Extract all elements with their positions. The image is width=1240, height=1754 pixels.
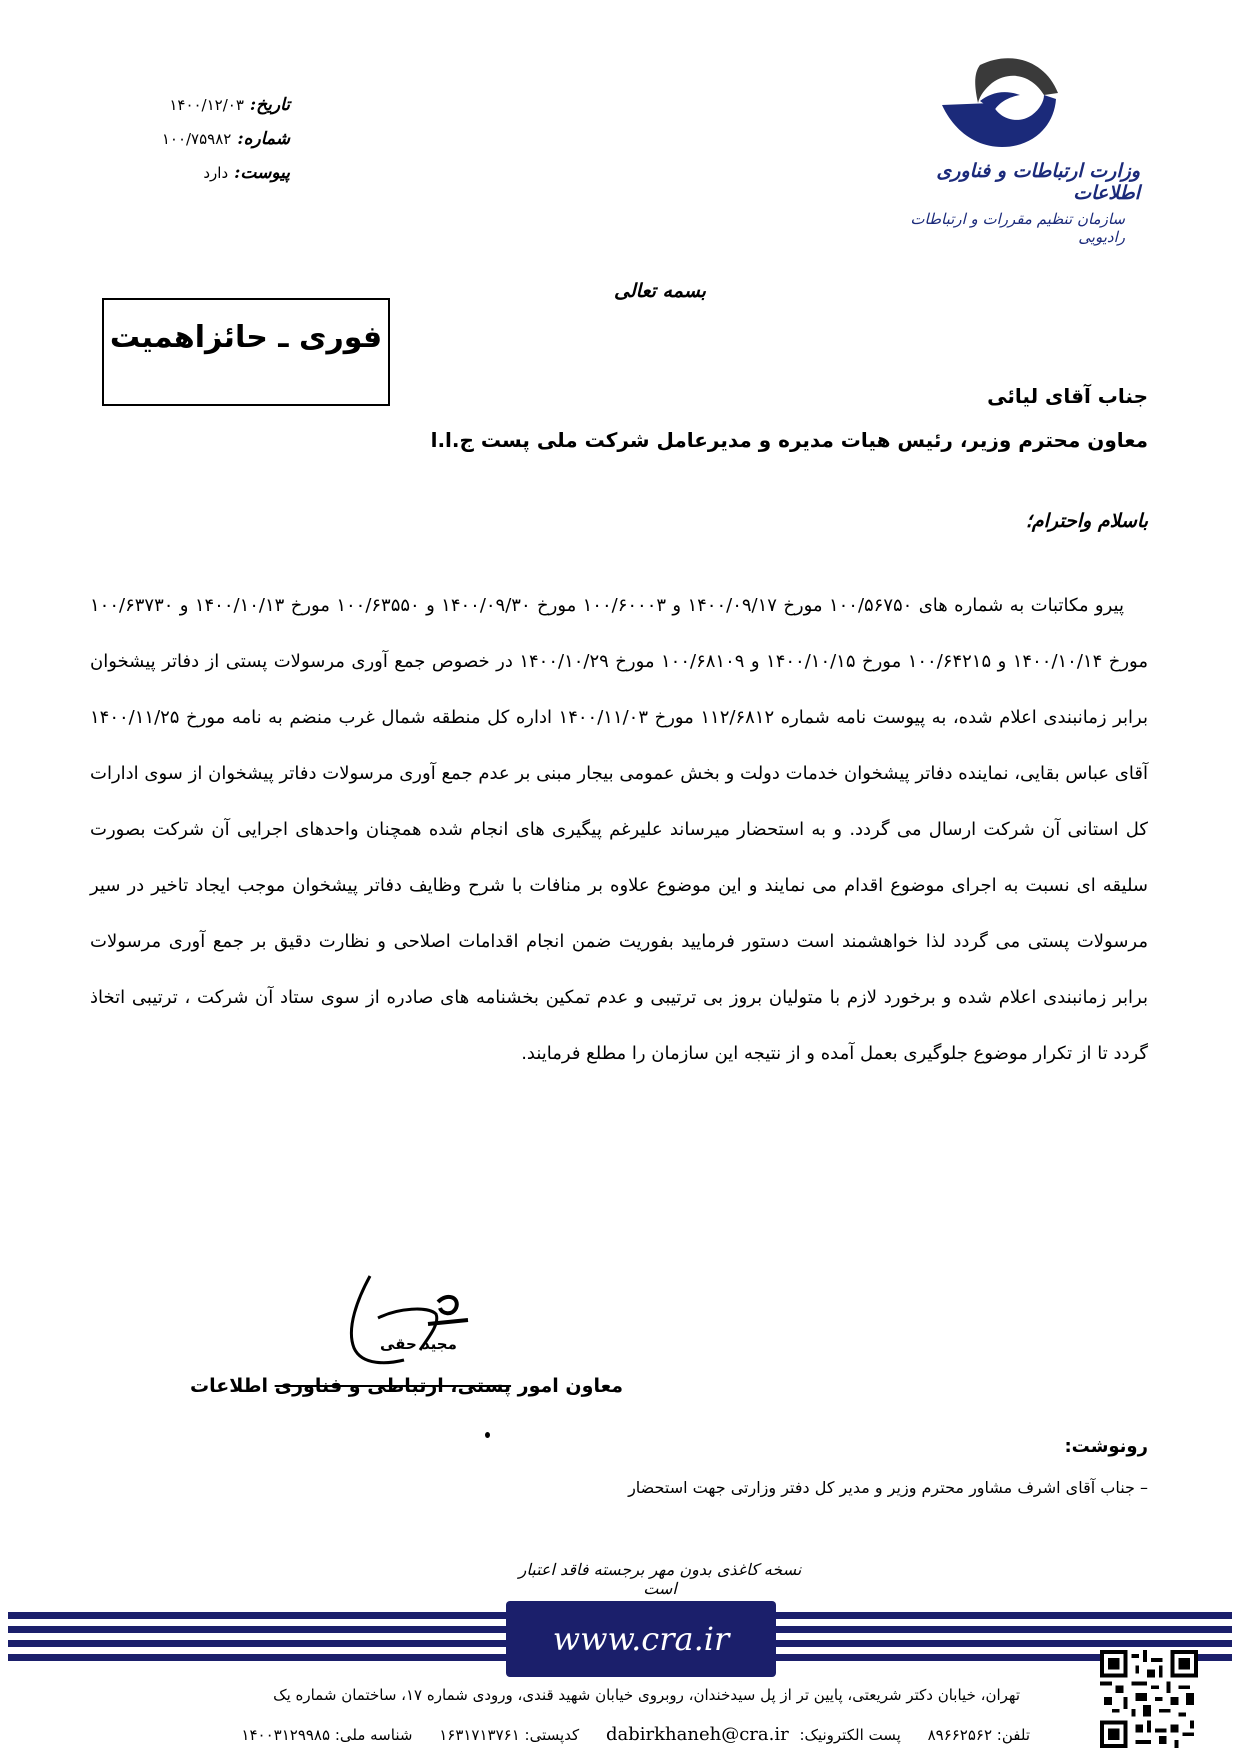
number-value: ۱۰۰/۷۵۹۸۲: [161, 129, 232, 148]
signer-title-struck: پستی، ارتباطی و فناوری: [274, 1375, 512, 1397]
letter-meta: [120, 88, 290, 190]
footer-postal-code: کدپستی: ۱۶۳۱۷۱۳۷۶۱: [439, 1726, 580, 1744]
signer-name: مجید حقی: [380, 1335, 457, 1353]
footer-address: تهران، خیابان دکتر شریعتی، پایین تر از پل سیدخندان، روبروی خیابان شهید قندی، ورودی شماره ۱۷، ساختمان شماره یک: [273, 1686, 1020, 1704]
letter-body: [90, 578, 1148, 1082]
signer-title-suffix: اطلاعات: [190, 1375, 275, 1397]
cc-label: رونوشت:: [1064, 1436, 1148, 1457]
footer-phone: تلفن: ۸۹۶۶۲۵۶۲: [927, 1726, 1030, 1744]
recipient-name: جناب آقای لیائی: [987, 384, 1148, 408]
validity-note: نسخه کاغذی بدون مهر برجسته فاقد اعتبار است: [518, 1560, 802, 1598]
footer-email-label: پست الکترونیک:: [799, 1726, 901, 1744]
dot-mark: [485, 1432, 490, 1438]
recipient-title: معاون محترم وزیر، رئیس هیات مدیره و مدیرعامل شرکت ملی پست ج.ا.ا: [430, 428, 1148, 452]
attachment-value: دارد: [203, 163, 229, 182]
cra-logo-icon: [940, 55, 1070, 150]
attachment-row: [120, 156, 290, 190]
footer-contacts: [80, 1724, 1030, 1745]
qr-code-icon[interactable]: [1100, 1650, 1198, 1748]
website-link[interactable]: www.cra.ir: [506, 1601, 776, 1677]
cc-item: – جناب آقای اشرف مشاور محترم وزیر و مدیر کل دفتر وزارتی جهت استحضار: [628, 1478, 1148, 1497]
basmala: بسمه تعالی: [614, 280, 706, 302]
number-row: [120, 122, 290, 156]
signer-title-prefix: معاون امور: [511, 1375, 624, 1397]
number-label: شماره:: [237, 128, 290, 149]
signer-title: [190, 1375, 623, 1397]
organization-name: سازمان تنظیم مقررات و ارتباطات رادیویی: [910, 210, 1125, 246]
date-label: تاریخ:: [249, 94, 290, 115]
footer-national-id: شناسه ملی: ۱۴۰۰۳۱۲۹۹۸۵: [241, 1726, 413, 1744]
date-row: [120, 88, 290, 122]
footer-email[interactable]: dabirkhaneh@cra.ir: [605, 1724, 789, 1745]
date-value: ۱۴۰۰/۱۲/۰۳: [169, 95, 244, 114]
priority-box: [102, 298, 390, 406]
attachment-label: پیوست:: [234, 162, 290, 183]
ministry-name: وزارت ارتباطات و فناوری اطلاعات: [936, 160, 1140, 204]
body-paragraph: پیرو مکاتبات به شماره های ۱۰۰/۵۶۷۵۰ مورخ ۱۴۰۰/۰۹/۱۷ و ۱۰۰/۶۰۰۰۳ مورخ ۱۴۰۰/۰۹/۳۰ و ۱۰۰/۶۳۵۵۰ مورخ ۱۴۰۰/۱۰/۱۳ و ۱۰۰/۶۳۷۳۰ مورخ ۱۴۰۰/۱۰/۱۴ و ۱۰۰/۶۴۲۱۵ مورخ ۱۴۰۰/۱۰/۱۵ و ۱۰۰/۶۸۱۰۹ مورخ ۱۴۰۰/۱۰/۲۹ در خصوص جمع آوری مرسولات پستی از دفاتر پیشخوان برابر زمانبندی اعلام شده، به پیوست نامه شماره ۱۱۲/۶۸۱۲ مورخ ۱۴۰۰/۱۱/۰۳ اداره کل منطقه شمال غرب منضم به نامه مورخ ۱۴۰۰/۱۱/۲۵ آقای عباس بقایی، نماینده دفاتر پیشخوان خدمات دولت و بخش عمومی بیجار مبنی بر عدم جمع آوری مرسولات دفاتر پیشخوان از سوی ادارات کل استانی آن شرکت ارسال می گردد. و به استحضار میرساند علیرغم پیگیری های انجام شده همچنان واحدهای اجرایی آن شرکت بصورت سلیقه ای نسبت به اجرای موضوع اقدام می نمایند و این موضوع علاوه بر منافات با شرح وظایف دفاتر پیشخوان موجب ایجاد تاخیر در سیر مرسولات پستی می گردد لذا خواهشمند است دستور فرمایید بفوریت ضمن انجام اقدامات اصلاحی و نظارت دقیق بر جمع آوری مرسولات برابر زمانبندی اعلام شده و برخورد لازم با متولیان بروز بی ترتیبی و عدم تمکین بخشنامه های صادره از سوی ستاد آن شرکت ، ترتیبی اتخاذ گردد تا از تکرار موضوع جلوگیری بعمل آمده و از نتیجه این سازمان را مطلع فرمایند.: [90, 595, 1149, 1064]
priority-label: فوری ـ حائزاهمیت: [109, 320, 383, 355]
greeting: باسلام واحترام؛: [1025, 510, 1148, 532]
signature-icon: [318, 1268, 488, 1378]
